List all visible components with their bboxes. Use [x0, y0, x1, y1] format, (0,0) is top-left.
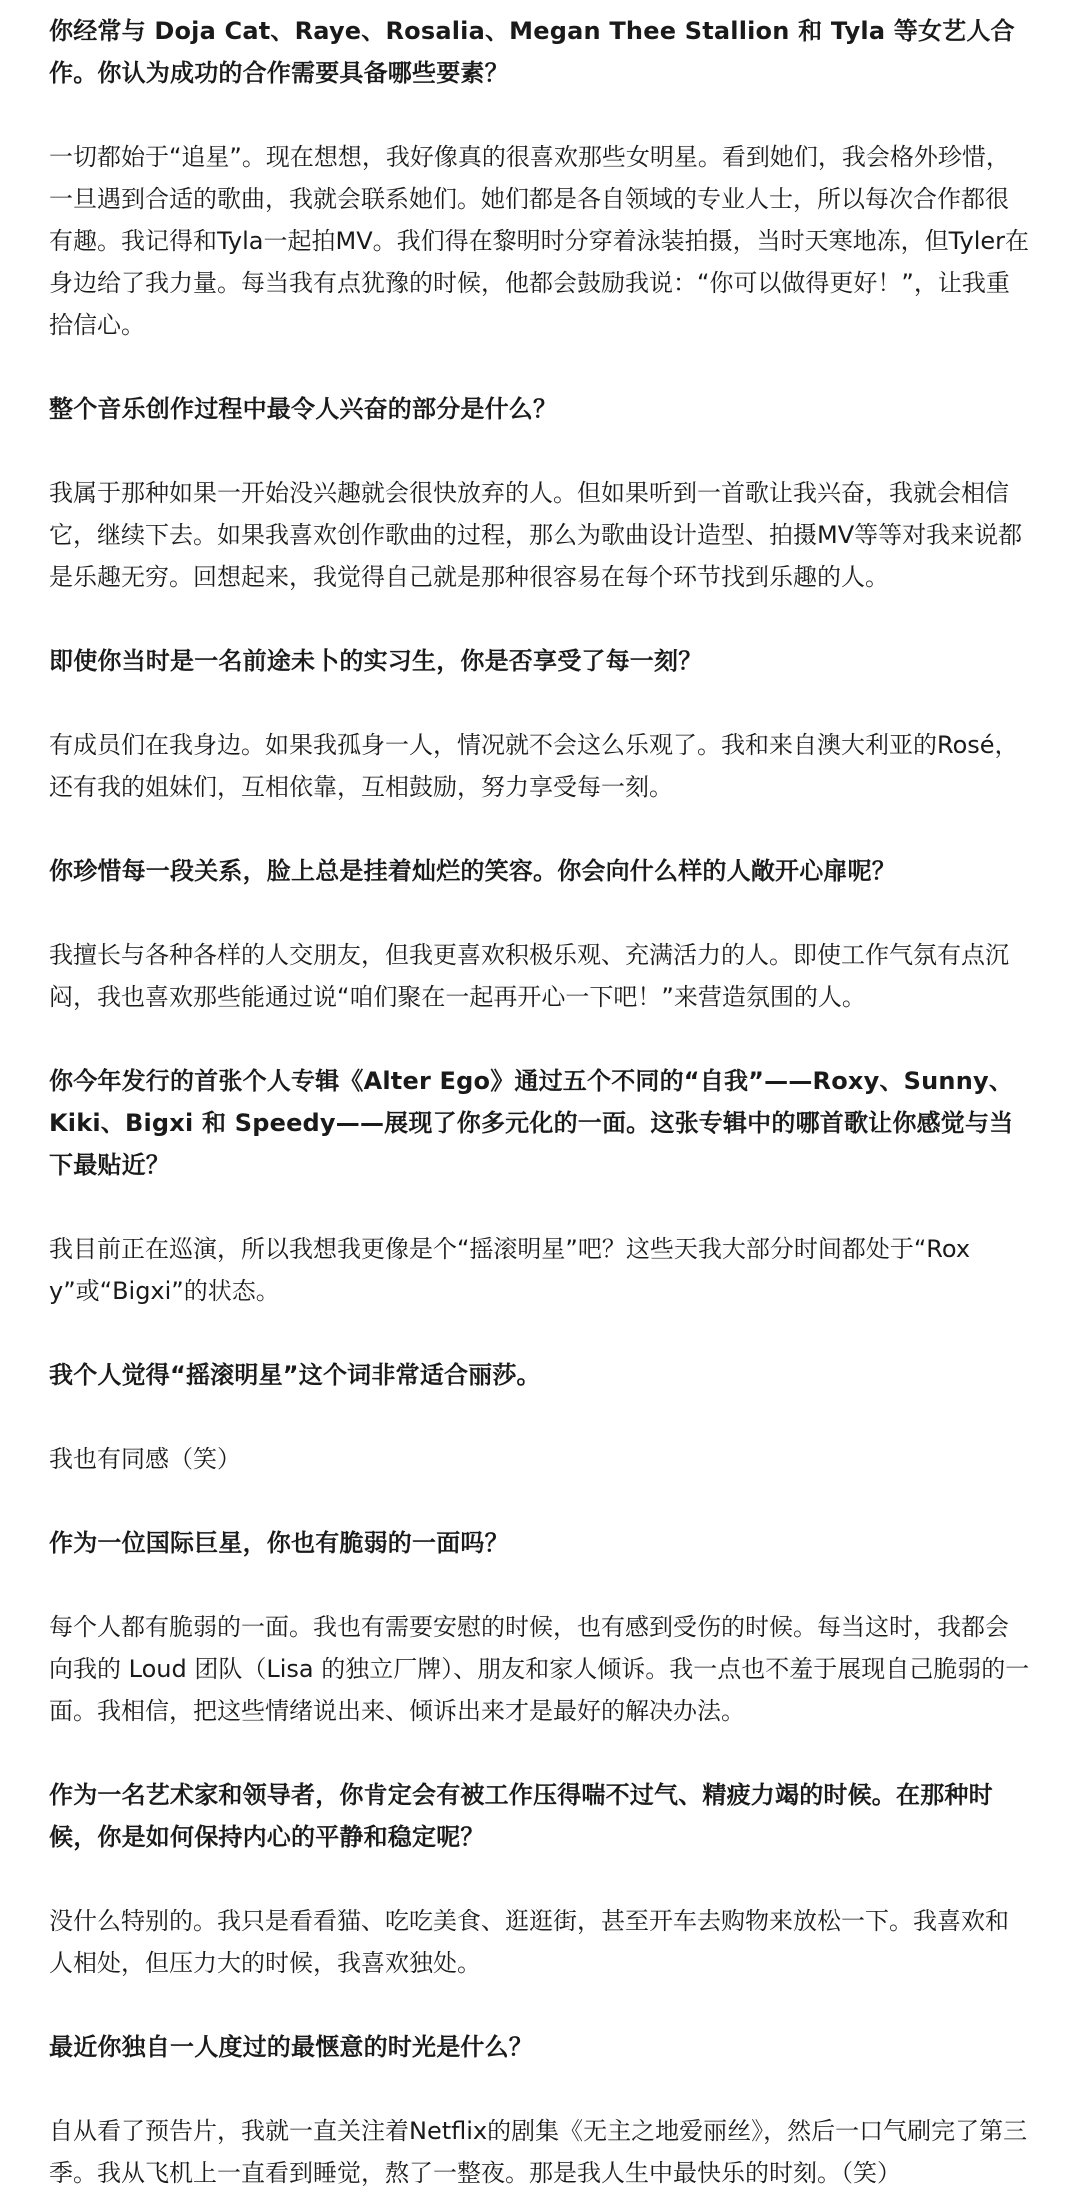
spacer — [49, 94, 1031, 136]
spacer — [49, 598, 1031, 640]
answer-4: 我擅长与各种各样的人交朋友，但我更喜欢积极乐观、充满活力的人。即使工作气氛有点沉闷，我也喜欢那些能通过说“咱们聚在一起再开心一下吧！”来营造氛围的人。 — [49, 941, 1009, 1011]
spacer — [49, 1312, 1031, 1354]
answer-2: 我属于那种如果一开始没兴趣就会很快放弃的人。但如果听到一首歌让我兴奋，我就会相信它，继续下去。如果我喜欢创作歌曲的过程，那么为歌曲设计造型、拍摄MV等等对我来说都是乐趣无穷。回想起来，我觉得自己就是那种很容易在每个环节找到乐趣的人。 — [49, 479, 1023, 591]
answer-5: 我目前正在巡演，所以我想我更像是个“摇滚明星”吧？这些天我大部分时间都处于“Roxy”或“Bigxi”的状态。 — [49, 1235, 971, 1305]
spacer — [49, 1018, 1031, 1060]
answer-3: 有成员们在我身边。如果我孤身一人，情况就不会这么乐观了。我和来自澳大利亚的Rosé，还有我的姐妹们，互相依靠，互相鼓励，努力享受每一刻。 — [49, 731, 1019, 801]
answer-1: 一切都始于“追星”。现在想想，我好像真的很喜欢那些女明星。看到她们，我会格外珍惜，一旦遇到合适的歌曲，我就会联系她们。她们都是各自领域的专业人士，所以每次合作都很有趣。我记得和Tyla一起拍MV。我们得在黎明时分穿着泳装拍摄，当时天寒地冻，但Tyler在身边给了我力量。每当我有点犹豫的时候，他都会鼓励我说：“你可以做得更好！”，让我重拾信心。 — [49, 143, 1030, 339]
question-5: 你今年发行的首张个人专辑《Alter Ego》通过五个不同的“自我”——Roxy、Sunny、Kiki、Bigxi 和 Speedy——展现了你多元化的一面。这张专辑中的哪首歌让你感觉与当下最贴近？ — [49, 1067, 1014, 1179]
question-3: 即使你当时是一名前途未卜的实习生，你是否享受了每一刻？ — [49, 647, 703, 675]
question-1: 你经常与 Doja Cat、Raye、Rosalia、Megan Thee Stallion 和 Tyla 等女艺人合作。你认为成功的合作需要具备哪些要素？ — [49, 17, 1015, 87]
spacer — [49, 346, 1031, 388]
spacer — [49, 1396, 1031, 1438]
question-4: 你珍惜每一段关系，脸上总是挂着灿烂的笑容。你会向什么样的人敞开心扉呢？ — [49, 857, 896, 885]
question-9: 最近你独自一人度过的最惬意的时光是什么？ — [49, 2033, 533, 2061]
spacer — [49, 1732, 1031, 1774]
question-6: 我个人觉得“摇滚明星”这个词非常适合丽莎。 — [49, 1361, 541, 1389]
spacer — [49, 682, 1031, 724]
question-2: 整个音乐创作过程中最令人兴奋的部分是什么？ — [49, 395, 558, 423]
spacer — [49, 1480, 1031, 1522]
spacer — [49, 1186, 1031, 1228]
spacer — [49, 2068, 1031, 2110]
spacer — [49, 808, 1031, 850]
spacer — [49, 1564, 1031, 1606]
spacer — [49, 892, 1031, 934]
answer-7: 每个人都有脆弱的一面。我也有需要安慰的时候，也有感到受伤的时候。每当这时，我都会向我的 Loud 团队（Lisa 的独立厂牌）、朋友和家人倾诉。我一点也不羞于展现自己脆弱的一面。我相信，把这些情绪说出来、倾诉出来才是最好的解决办法。 — [49, 1613, 1030, 1725]
spacer — [49, 1858, 1031, 1900]
answer-9: 自从看了预告片，我就一直关注着Netflix的剧集《无主之地爱丽丝》，然后一口气刷完了第三季。我从飞机上一直看到睡觉，熬了一整夜。那是我人生中最快乐的时刻。（笑） — [49, 2117, 1028, 2187]
answer-6: 我也有同感（笑） — [49, 1445, 241, 1473]
spacer — [49, 430, 1031, 472]
spacer — [49, 1984, 1031, 2026]
question-8: 作为一名艺术家和领导者，你肯定会有被工作压得喘不过气、精疲力竭的时候。在那种时候，你是如何保持内心的平静和稳定呢？ — [49, 1781, 993, 1851]
question-7: 作为一位国际巨星，你也有脆弱的一面吗？ — [49, 1529, 509, 1557]
answer-8: 没什么特别的。我只是看看猫、吃吃美食、逛逛街，甚至开车去购物来放松一下。我喜欢和人相处，但压力大的时候，我喜欢独处。 — [49, 1907, 1009, 1977]
